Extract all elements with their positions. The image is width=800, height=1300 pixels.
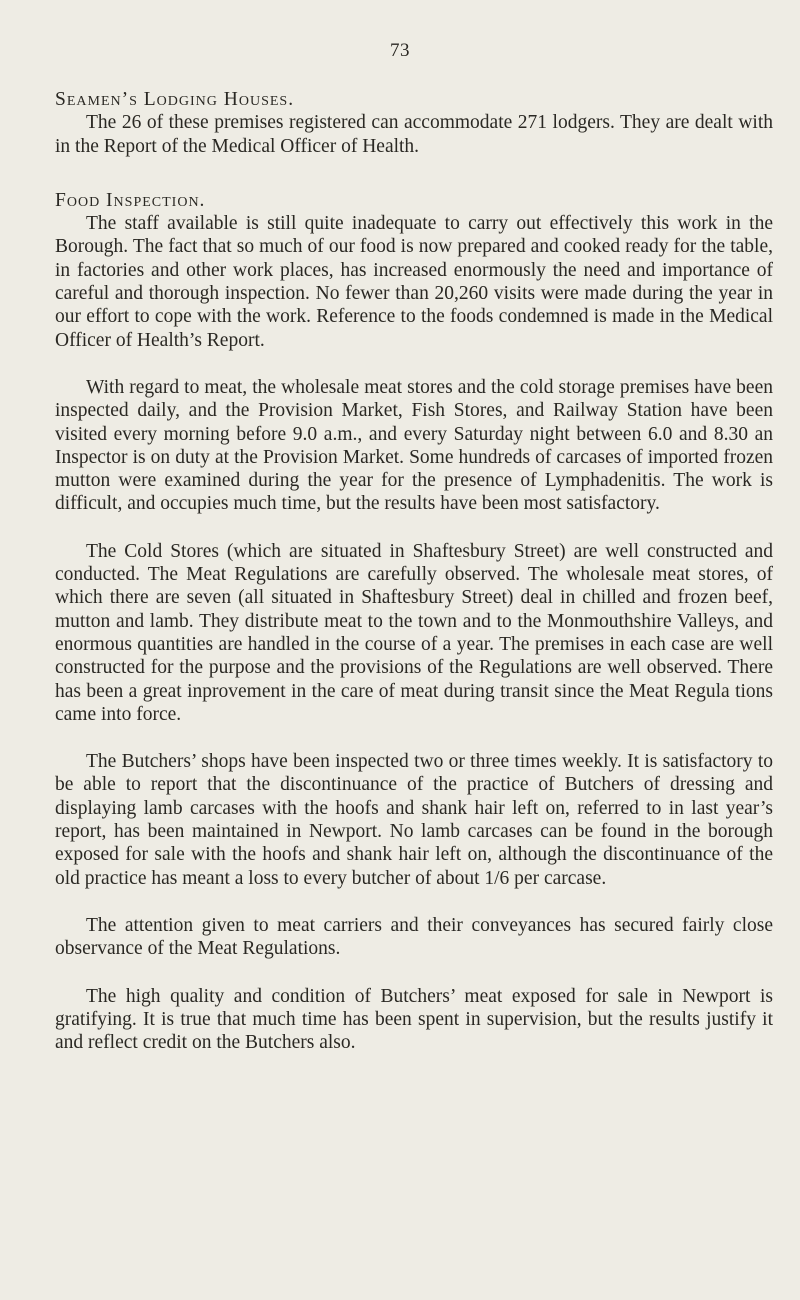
paragraph: The high quality and condition of Butchers’ meat exposed for sale in Newport is gratifying. It is true that much time has been spent in supervision, but the results justify it and reflect credit on the Butchers also. bbox=[55, 985, 773, 1054]
paragraph: The Butchers’ shops have been inspected two or three times weekly. It is satisfactory to be able to report that the discontinuance of the practice of Butchers of dressing and displaying lamb carcases with the hoofs and shank hair left on, referred to in last year’s report, has been maintained in Newport. No lamb carcases can be found in the borough exposed for sale with the hoofs and shank hair left on, although the discontinuance of the old practice has meant a loss to every butcher of about 1/6 per carcase. bbox=[55, 751, 773, 889]
section-heading-food: Food Inspection. bbox=[55, 189, 206, 211]
paragraph: The staff available is still quite inadequate to carry out effectively this work in the Borough. The fact that so much of our food is now prepared and cooked ready for the table, in factories and other work places, has increased enormously the need and importance of careful and thorough inspection. No fewer than 20,260 visits were made during the year in our effort to cope with the work. Reference to the foods condemned is made in the Medical Officer of Health’s Report. bbox=[55, 213, 773, 351]
paragraph: The attention given to meat carriers and their conveyances has secured fairly close observance of the Meat Regulations. bbox=[55, 914, 773, 960]
page-content bbox=[55, 88, 773, 1054]
paragraph: The Cold Stores (which are situated in Shaftesbury Street) are well constructed and conducted. The Meat Regulations are carefully observed. The wholesale meat stores, of which there are seven (all situated in Shaftesbury Street) deal in chilled and frozen beef, mutton and lamb. They distribute meat to the town and to the Monmouthshire Valleys, and enormous quantities are handled in the course of a year. The premises in each case are well constructed for the purpose and the provisions of the Regulations are well observed. There has been a great inprovement in the care of meat during transit since the Meat Regula tions came into force. bbox=[55, 540, 773, 725]
paragraph: The 26 of these premises registered can accommodate 271 lodgers. They are dealt with in the Report of the Medical Officer of Health. bbox=[55, 112, 773, 157]
paragraph: With regard to meat, the wholesale meat stores and the cold storage premises have been inspected daily, and the Provision Market, Fish Stores, and Railway Station have been visited every morning before 9.0 a.m., and every Saturday night between 6.0 and 8.30 an Inspector is on duty at the Provision Market. Some hundreds of carcases of imported frozen mutton were examined during the year for the presence of Lymphadenitis. The work is difficult, and occupies much time, but the results have been most satisfactory. bbox=[55, 376, 773, 515]
page-number: 73 bbox=[390, 40, 410, 61]
section-heading-lodging: Seamen’s Lodging Houses. bbox=[55, 89, 295, 110]
